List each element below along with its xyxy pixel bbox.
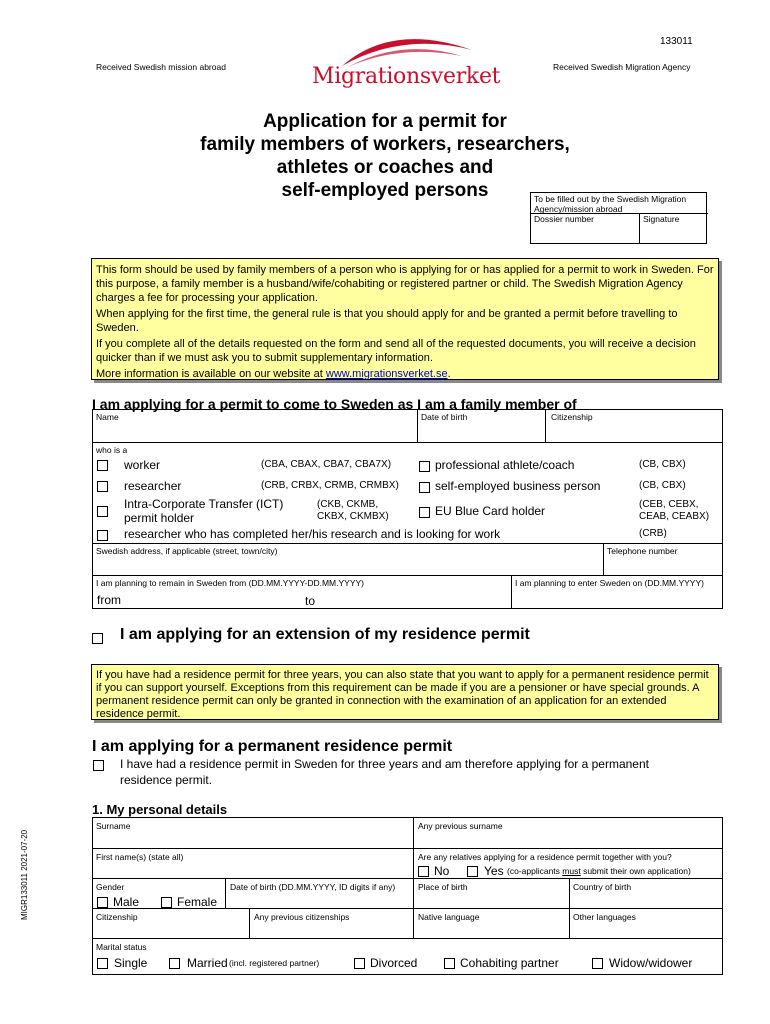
office-use-heading: To be filled out by the Swedish Migration Agency/mission abroad xyxy=(534,194,687,214)
blue-card-checkbox[interactable] xyxy=(419,507,430,518)
divorced-option[interactable] xyxy=(354,956,365,970)
option-blue-card-codes xyxy=(639,499,709,523)
option-athlete[interactable] xyxy=(419,459,430,473)
option-worker-label: worker xyxy=(124,458,161,472)
female-checkbox[interactable] xyxy=(161,897,172,908)
ict-label-line: permit holder xyxy=(124,511,195,525)
marital-status-label: Marital status xyxy=(96,942,147,952)
researcher-completed-checkbox[interactable] xyxy=(97,530,108,541)
married-checkbox[interactable] xyxy=(169,958,180,969)
intro-info-box xyxy=(91,258,719,380)
option-researcher-codes: (CRB, CRBX, CRMB, CRMBX) xyxy=(261,480,399,491)
option-self-employed[interactable] xyxy=(419,480,430,494)
cohabiting-option[interactable] xyxy=(444,956,455,970)
remain-from-field[interactable] xyxy=(129,590,299,606)
option-researcher-label: researcher xyxy=(124,479,182,493)
to-label: to xyxy=(305,594,316,608)
title-line: family members of workers, researchers, xyxy=(200,134,570,155)
received-agency-label: Received Swedish Migration Agency xyxy=(553,62,691,72)
from-label: from xyxy=(97,593,121,607)
relatives-question: Are any relatives applying for a residence permit together with you? xyxy=(418,852,672,862)
gender-label: Gender xyxy=(96,882,125,892)
dossier-number-label: Dossier number xyxy=(534,214,594,224)
gender-male-option[interactable] xyxy=(97,895,108,909)
cohabiting-checkbox[interactable] xyxy=(444,958,455,969)
option-worker[interactable] xyxy=(97,458,108,472)
option-ict-label xyxy=(124,497,283,525)
male-checkbox[interactable] xyxy=(97,897,108,908)
option-ict-codes xyxy=(317,499,389,523)
worker-checkbox[interactable] xyxy=(97,460,108,471)
yes-note-must: must xyxy=(562,866,581,876)
ict-label-line: Intra-Corporate Transfer (ICT) xyxy=(124,497,284,511)
option-blue-card-label: EU Blue Card holder xyxy=(435,504,546,518)
permanent-heading: I am applying for a permanent residence permit xyxy=(92,738,453,755)
dob-id-label: Date of birth (DD.MM.YYYY, ID digits if any) xyxy=(230,882,396,892)
citizenship-field[interactable] xyxy=(96,923,246,937)
prev-surname-field[interactable] xyxy=(418,832,718,846)
native-language-label: Native language xyxy=(418,912,480,922)
prev-citizenships-label: Any previous citizenships xyxy=(254,912,350,922)
relatives-no-option[interactable] xyxy=(418,864,429,878)
remain-to-field[interactable] xyxy=(323,590,503,606)
office-use-box xyxy=(530,192,707,244)
intro-paragraph: This form should be used by family members of a person who is applying for or has applied for a permit to work in Sweden. For this purpose, a family member is a husband/wife/cohabiting or registered partner or child. The Swedish Migration Agency charges a fee for processing your application. xyxy=(96,264,714,304)
ict-codes-line: (CKB, CKMB, xyxy=(317,499,379,510)
yes-note-post: submit their own application) xyxy=(580,866,691,876)
ict-checkbox[interactable] xyxy=(97,506,108,517)
family-citizenship-field[interactable] xyxy=(551,423,719,440)
prev-citizenships-field[interactable] xyxy=(254,923,410,937)
other-languages-label: Other languages xyxy=(573,912,636,922)
title-line: self-employed persons xyxy=(281,180,489,201)
option-researcher-completed[interactable] xyxy=(97,528,108,542)
cohabiting-label: Cohabiting partner xyxy=(460,956,559,970)
family-name-label: Name xyxy=(96,412,119,422)
surname-field[interactable] xyxy=(96,832,410,846)
option-self-employed-codes: (CB, CBX) xyxy=(639,480,686,491)
single-label: Single xyxy=(114,956,148,970)
other-languages-field[interactable] xyxy=(573,923,718,937)
native-language-field[interactable] xyxy=(418,923,566,937)
yes-note-pre: (co-applicants xyxy=(507,866,563,876)
enter-date-label: I am planning to enter Sweden on (DD.MM.YYYY) xyxy=(515,578,704,588)
relatives-yes-checkbox[interactable] xyxy=(467,866,478,877)
intro-paragraph xyxy=(96,367,714,381)
country-of-birth-field[interactable] xyxy=(573,893,718,907)
title-line: Application for a permit for xyxy=(263,111,507,132)
telephone-label: Telephone number xyxy=(607,546,678,556)
divorced-checkbox[interactable] xyxy=(354,958,365,969)
family-name-field[interactable] xyxy=(96,423,414,440)
relatives-yes-note xyxy=(507,866,691,876)
family-section-heading: I am applying for a permit to come to Sweden as I am a family member of xyxy=(92,396,577,412)
extension-checkbox[interactable] xyxy=(92,633,103,644)
single-option[interactable] xyxy=(97,956,108,970)
married-label: Married xyxy=(187,956,228,970)
country-of-birth-label: Country of birth xyxy=(573,882,632,892)
extension-checkbox-wrap[interactable] xyxy=(92,630,103,648)
swedish-address-field[interactable] xyxy=(96,557,600,573)
male-label: Male xyxy=(113,895,140,909)
married-note: (incl. registered partner) xyxy=(229,958,320,968)
option-athlete-codes: (CB, CBX) xyxy=(639,459,686,470)
dob-id-field[interactable] xyxy=(230,893,410,907)
family-member-table xyxy=(92,409,723,609)
place-of-birth-label: Place of birth xyxy=(418,882,468,892)
blue-card-codes-line: (CEB, CEBX, xyxy=(639,499,699,510)
website-suffix: . xyxy=(447,368,451,380)
relatives-no-label: No xyxy=(434,864,450,878)
family-citizenship-label: Citizenship xyxy=(551,412,593,422)
married-option[interactable] xyxy=(169,956,180,970)
option-worker-codes: (CBA, CBAX, CBA7, CBA7X) xyxy=(261,459,392,470)
researcher-checkbox[interactable] xyxy=(97,481,108,492)
widow-label: Widow/widower xyxy=(609,956,693,970)
female-label: Female xyxy=(177,895,218,909)
migrationsverket-logo xyxy=(312,30,501,95)
telephone-field[interactable] xyxy=(607,557,719,573)
athlete-checkbox[interactable] xyxy=(419,461,430,472)
side-form-code: MIGR133011 2021-07-20 xyxy=(20,829,29,920)
option-ict[interactable] xyxy=(97,504,108,518)
option-athlete-label: professional athlete/coach xyxy=(435,458,575,472)
website-link[interactable]: www.migrationsverket.se xyxy=(325,368,448,380)
intro-paragraph: If you complete all of the details requested on the form and send all of the requested documents, you will receive a decision quicker than if we must ask you to submit supplementary information. xyxy=(96,338,696,364)
place-of-birth-field[interactable] xyxy=(418,893,566,907)
swedish-address-label: Swedish address, if applicable (street, town/city) xyxy=(96,546,278,556)
permanent-checkbox[interactable] xyxy=(93,760,104,771)
extension-info-box xyxy=(91,664,719,720)
first-names-label: First name(s) (state all) xyxy=(96,852,184,862)
single-checkbox[interactable] xyxy=(97,958,108,969)
option-self-employed-label: self-employed business person xyxy=(435,479,601,493)
option-researcher[interactable] xyxy=(97,479,108,493)
page-title xyxy=(170,110,600,202)
relatives-yes-label: Yes xyxy=(484,864,504,878)
permanent-checkbox-wrap[interactable] xyxy=(93,757,104,775)
permanent-statement xyxy=(120,756,649,788)
intro-paragraph: When applying for the first time, the general rule is that you should apply for and be granted a permit before travelling to Sweden. xyxy=(96,308,678,334)
family-dob-label: Date of birth xyxy=(421,412,468,422)
relatives-yes-option[interactable] xyxy=(467,864,478,878)
citizenship-label: Citizenship xyxy=(96,912,138,922)
signature-label: Signature xyxy=(643,214,680,224)
extension-heading: I am applying for an extension of my residence permit xyxy=(120,626,530,643)
first-names-field[interactable] xyxy=(96,863,410,877)
family-dob-field[interactable] xyxy=(421,423,541,440)
divorced-label: Divorced xyxy=(370,956,418,970)
remain-dates-label: I am planning to remain in Sweden from (DD.MM.YYYY-DD.MM.YYYY) xyxy=(96,578,364,588)
gender-female-option[interactable] xyxy=(161,895,172,909)
self-employed-checkbox[interactable] xyxy=(419,482,430,493)
prev-surname-label: Any previous surname xyxy=(418,821,503,831)
widow-option[interactable] xyxy=(592,956,603,970)
permanent-line: residence permit. xyxy=(120,773,213,787)
title-line: athletes or coaches and xyxy=(276,157,494,178)
relatives-no-checkbox[interactable] xyxy=(418,866,429,877)
widow-checkbox[interactable] xyxy=(592,958,603,969)
form-number: 133011 xyxy=(660,36,693,47)
enter-date-field[interactable] xyxy=(515,590,719,606)
logo-text: Migrationsverket xyxy=(312,64,501,89)
website-prefix: More information is available on our website at xyxy=(96,368,326,380)
extension-note: If you have had a residence permit for three years, you can also state that you want to apply for a permanent residence permit if you can support yourself. Exceptions from this requirement can be made if you are a pensioner or have special grounds. A permanent residence permit can only be granted in connection with the examination of an application for an extended residence permit. xyxy=(96,669,709,720)
personal-details-table xyxy=(92,817,723,975)
ict-codes-line: CKBX, CKMBX) xyxy=(317,511,389,522)
option-blue-card[interactable] xyxy=(419,505,430,519)
who-is-a-label: who is a xyxy=(96,445,128,455)
personal-details-heading: 1. My personal details xyxy=(92,802,228,817)
received-mission-label: Received Swedish mission abroad xyxy=(96,62,226,72)
blue-card-codes-line: CEAB, CEABX) xyxy=(639,511,710,522)
option-researcher-completed-code: (CRB) xyxy=(639,528,667,539)
option-researcher-completed-label: researcher who has completed her/his research and is looking for work xyxy=(124,527,501,541)
surname-label: Surname xyxy=(96,821,131,831)
permanent-line: I have had a residence permit in Sweden for three years and am therefore applying for a permanent xyxy=(120,757,649,771)
